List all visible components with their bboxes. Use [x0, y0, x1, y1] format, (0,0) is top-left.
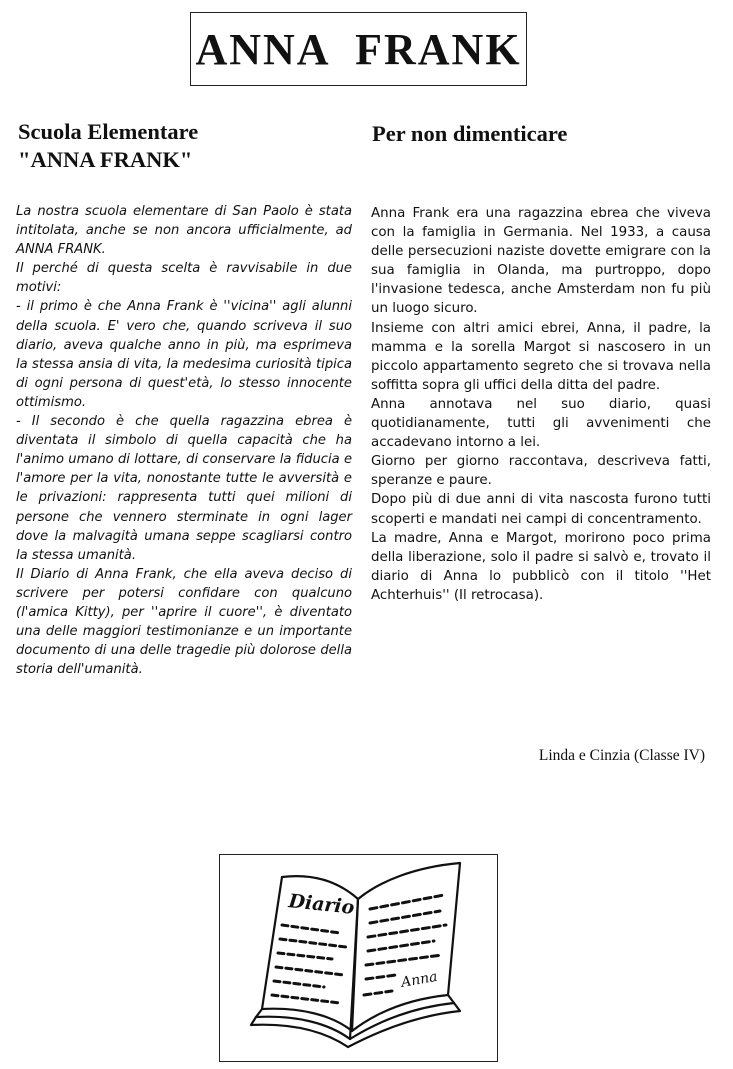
right-heading: Per non dimenticare — [372, 121, 568, 146]
left-paragraph: Il Diario di Anna Frank, che ella aveva deciso di scrivere per potersi confidare con qualcuno (l'amica Kitty), per ''aprire il cuore'', è diventato una delle maggiori testimonianze e un importante documento di una delle tragedie più dolorose della storia dell'umanità. — [16, 566, 352, 678]
title-box — [190, 12, 527, 86]
left-column-text — [16, 202, 352, 679]
left-heading-line2: "ANNA FRANK" — [18, 147, 193, 172]
open-diary-drawing — [220, 855, 496, 1060]
left-paragraph: Il perché di questa scelta è ravvisabile in due motivi: — [16, 261, 352, 296]
left-paragraph: - il primo è che Anna Frank è ''vicina'' agli alunni della scuola. E' vero che, quando scriveva il suo diario, aveva qualche anno in più, ma esprimeva la stessa ansia di vita, la medesima curiosità tipica di ogni persona di quest'età, lo stesso innocente ottimismo. — [16, 299, 352, 410]
right-paragraph: Giorno per giorno raccontava, descriveva fatti, speranze e paure. — [371, 454, 711, 489]
right-paragraph: Anna annotava nel suo diario, quasi quotidianamente, tutti gli avvenimenti che accadevano intorno a lei. — [371, 396, 711, 451]
right-paragraph: Dopo più di due anni di vita nascosta furono tutti scoperti e mandati nei campi di concentramento. — [371, 492, 711, 527]
left-heading-line1: Scuola Elementare — [18, 119, 199, 144]
left-paragraph: - Il secondo è che quella ragazzina ebrea è diventata il simbolo di quella capacità che ha l'animo umano di lottare, di conservare la fiducia e l'amore per la vita, nonostante tutte le avversità e le privazioni: rappresenta tutti quei milioni di persone che vennero sterminate in ogni lager dove la malvagità umana seppe scagliarsi contro la stessa umanità. — [16, 414, 352, 563]
page-title: ANNA FRANK — [195, 24, 522, 74]
right-paragraph: Insieme con altri amici ebrei, Anna, il padre, la mamma e la sorella Margot si nascosero in un piccolo appartamento segreto che si trovava nella soffitta sopra gli uffici della ditta del padre. — [371, 320, 711, 393]
left-paragraph: La nostra scuola elementare di San Paolo è stata intitolata, anche se non ancora ufficialmente, ad ANNA FRANK. — [16, 204, 352, 258]
signature: Linda e Cinzia (Classe IV) — [538, 747, 705, 764]
right-paragraph: La madre, Anna e Margot, morirono poco prima della liberazione, solo il padre si salvò e, trovato il diario di Anna lo pubblicò con il titolo ''Het Achterhuis'' (Il retrocasa). — [371, 530, 711, 603]
diary-illustration — [219, 854, 498, 1062]
right-paragraph: Anna Frank era una ragazzina ebrea che viveva con la famiglia in Germania. Nel 1933, a causa delle persecuzioni naziste dovette emigrare con la sua famiglia in Olanda, ma purtroppo, dopo l'invasione tedesca, anche Amsterdam non fu più un luogo sicuro. — [371, 206, 711, 317]
diario-word: Diario — [287, 890, 356, 919]
left-heading — [18, 118, 198, 174]
right-column-text — [371, 204, 711, 605]
anna-word: Anna — [399, 968, 439, 991]
